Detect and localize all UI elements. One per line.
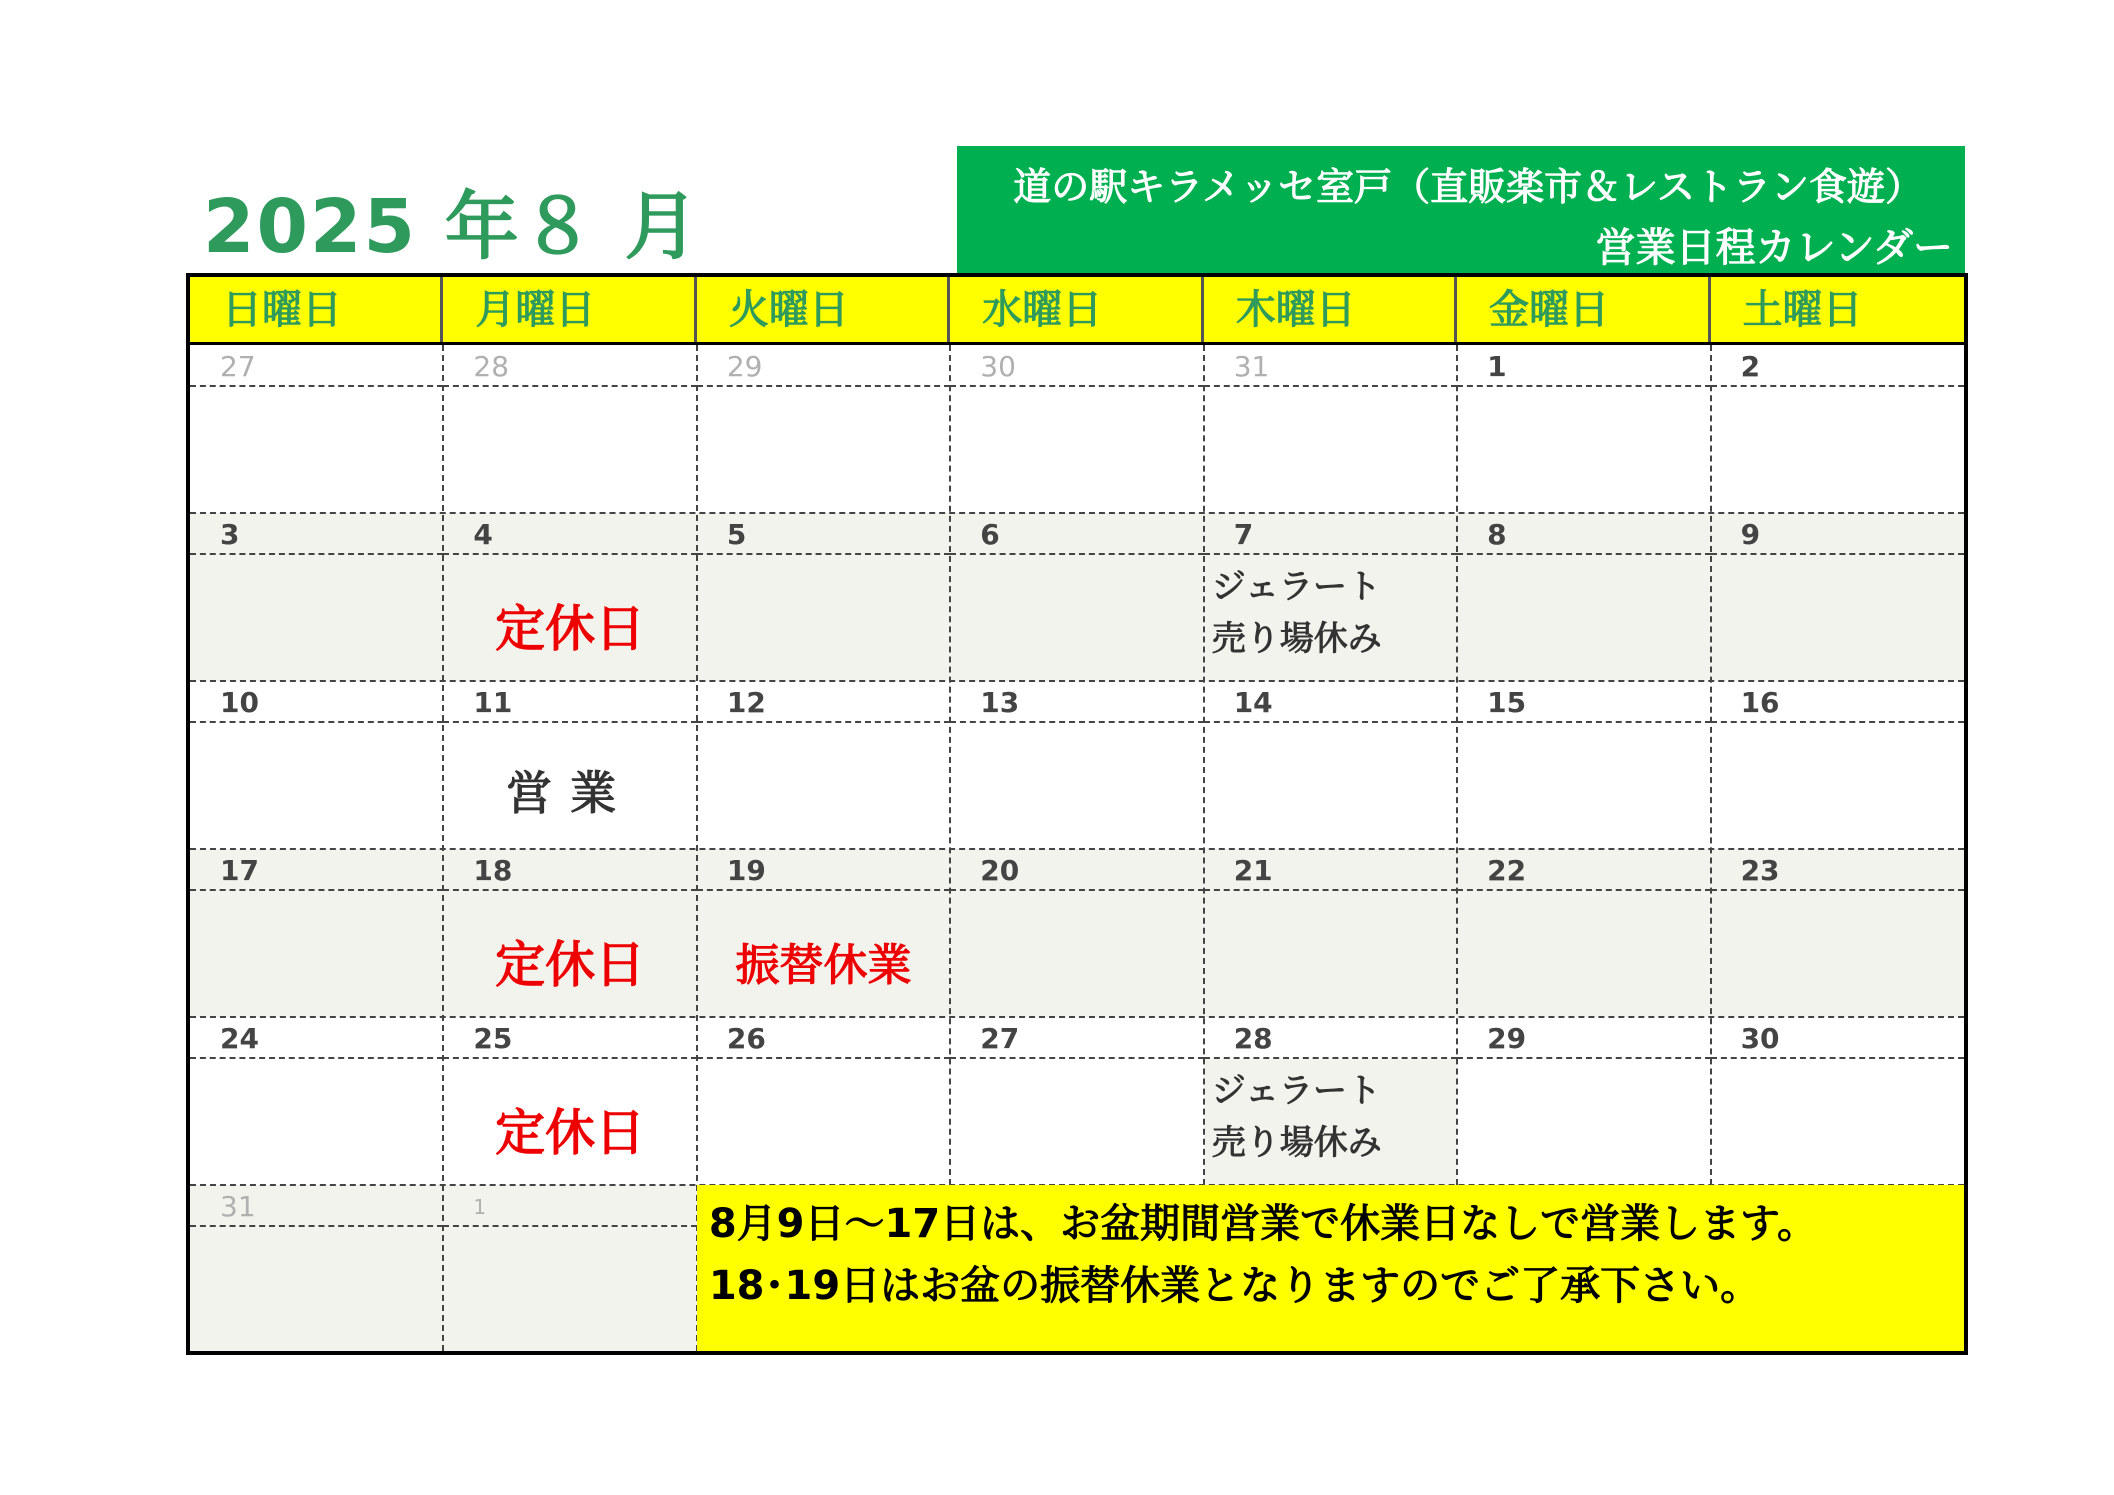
day-cell [190,849,443,1017]
day-body [1457,555,1710,681]
notice-box [697,1185,1964,1351]
day-body [443,1059,696,1185]
week-divider [190,680,1964,682]
day-body [950,555,1203,681]
day-number: 29 [697,345,950,387]
day-body [950,723,1203,849]
day-body [1457,891,1710,1017]
day-body [443,723,696,849]
station-banner [957,146,1965,273]
day-number: 18 [443,849,696,891]
day-cell [190,345,443,513]
year-unit: 年 [444,184,521,270]
day-number: 13 [950,681,1203,723]
weekday-header: 日曜日 [190,277,443,342]
day-body [1711,891,1964,1017]
day-cell [697,849,950,1017]
gelato-closed-note [1212,1065,1382,1169]
day-cell [1711,849,1964,1017]
day-number: 10 [190,681,443,723]
day-number: 15 [1457,681,1710,723]
month-unit: 月 [624,184,701,270]
weekday-header: 火曜日 [697,277,950,342]
day-body [950,1059,1203,1185]
day-cell [443,1017,696,1185]
day-cell [950,1017,1203,1185]
note-line: ジェラート [1211,567,1382,607]
day-number: 12 [697,681,950,723]
day-cell [1711,345,1964,513]
day-cell [1457,681,1710,849]
day-cell [950,513,1203,681]
day-number: 8 [1457,513,1710,555]
day-number: 4 [443,513,696,555]
day-body [1204,555,1457,681]
day-cell [190,1185,443,1351]
notice-line: 18･19日はお盆の振替休業となりますのでご了承下さい。 [708,1263,1761,1309]
day-body [697,1059,950,1185]
day-body [190,1059,443,1185]
day-cell [1457,1017,1710,1185]
note-line: ジェラート [1211,1071,1382,1111]
day-number: 6 [950,513,1203,555]
day-number: 28 [443,345,696,387]
day-body [190,387,443,513]
day-body [1711,1059,1964,1185]
day-cell [1204,849,1457,1017]
day-cell [1457,849,1710,1017]
day-body [190,891,443,1017]
day-cell [1457,513,1710,681]
day-body [1711,723,1964,849]
day-number: 26 [697,1017,950,1059]
day-number: 1 [1457,345,1710,387]
day-body [1711,555,1964,681]
day-body [443,891,696,1017]
day-cell [697,513,950,681]
day-body [1711,387,1964,513]
day-cell [950,849,1203,1017]
day-cell [190,513,443,681]
day-number: 27 [190,345,443,387]
closed-label: 定休日 [495,600,646,658]
day-cell [443,513,696,681]
year: 2025 [203,184,417,270]
day-cell [443,849,696,1017]
day-cell [190,1017,443,1185]
weekday-header: 土曜日 [1742,287,1863,333]
day-body [1457,387,1710,513]
day-number: 1 [443,1185,696,1227]
week-divider [190,848,1964,850]
day-number: 23 [1711,849,1964,891]
weekday-header: 金曜日 [1457,277,1710,342]
day-number: 28 [1204,1017,1457,1059]
calendar-grid [186,273,1968,1355]
day-number: 27 [950,1017,1203,1059]
note-line: 売り場休み [1211,619,1382,659]
day-body [190,555,443,681]
week-divider [190,512,1964,514]
day-number: 30 [950,345,1203,387]
calendar-title: 営業日程カレンダー [1595,225,1953,271]
open-label: 営業 [506,766,635,820]
day-cell [190,681,443,849]
column-divider [1710,345,1712,1185]
column-divider [1203,345,1205,1185]
day-body [443,1227,696,1351]
day-body [697,723,950,849]
day-body [1457,723,1710,849]
day-cell [443,681,696,849]
day-body [950,387,1203,513]
month-title [203,168,701,274]
day-number: 20 [950,849,1203,891]
gelato-closed-note [1212,561,1382,665]
day-body [1204,387,1457,513]
day-number: 21 [1204,849,1457,891]
day-number: 22 [1457,849,1710,891]
day-body [1457,1059,1710,1185]
column-divider [949,345,951,1185]
weekday-header: 月曜日 [443,277,696,342]
day-cell [1711,681,1964,849]
day-number: 2 [1711,345,1964,387]
month: ８ [520,184,597,270]
closed-label: 定休日 [495,936,646,994]
day-number: 17 [190,849,443,891]
week-divider [190,1016,1964,1018]
day-number: 31 [1204,345,1457,387]
day-number: 25 [443,1017,696,1059]
day-number: 30 [1711,1017,1964,1059]
station-name: 道の駅キラメッセ室戸（直販楽市＆レストラン食遊） [1013,165,1923,209]
day-cell [1204,1017,1457,1185]
day-cell [697,1017,950,1185]
day-body [190,1227,443,1351]
day-cell [697,681,950,849]
day-cell [697,345,950,513]
weekday-header: 水曜日 [950,277,1203,342]
day-cell [950,681,1203,849]
day-body [697,555,950,681]
day-cell [1711,1017,1964,1185]
day-cell [443,345,696,513]
day-body [697,387,950,513]
day-body [190,723,443,849]
day-cell [443,1185,696,1351]
column-divider [1456,345,1458,1185]
day-number: 5 [697,513,950,555]
day-number: 9 [1711,513,1964,555]
day-number: 7 [1204,513,1457,555]
day-number: 14 [1204,681,1457,723]
day-number: 11 [443,681,696,723]
day-body [443,555,696,681]
day-number: 29 [1457,1017,1710,1059]
day-body [950,891,1203,1017]
note-line: 売り場休み [1211,1123,1382,1163]
day-number: 24 [190,1017,443,1059]
day-cell [1457,345,1710,513]
day-cell [1711,513,1964,681]
day-body [1204,1059,1457,1185]
weekday-header-row [190,277,1964,345]
day-number: 16 [1711,681,1964,723]
notice-line: 8月9日～17日は、お盆期間営業で休業日なしで営業します。 [708,1201,1817,1247]
day-cell [1204,345,1457,513]
day-body [1204,723,1457,849]
day-cell [1204,513,1457,681]
closed-label: 振替休業 [735,940,912,991]
day-body [1204,891,1457,1017]
day-number: 19 [697,849,950,891]
closed-label: 定休日 [495,1104,646,1162]
day-body [443,387,696,513]
day-number: 3 [190,513,443,555]
weekday-header: 木曜日 [1204,277,1457,342]
day-number: 31 [190,1185,443,1227]
day-body [697,891,950,1017]
day-cell [950,345,1203,513]
day-cell [1204,681,1457,849]
